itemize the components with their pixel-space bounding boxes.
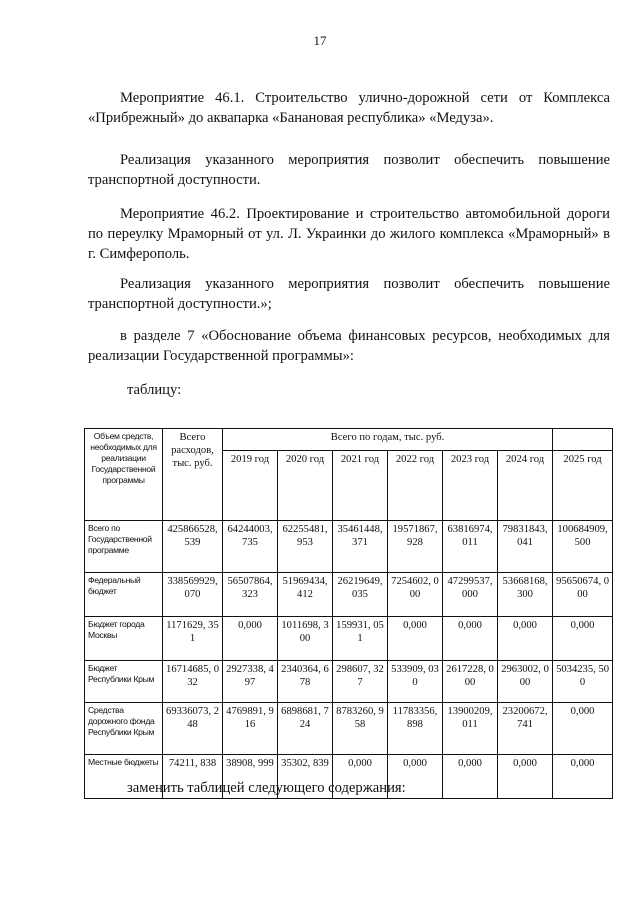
paragraph-implementation-2: Реализация указанного мероприятия позволит обеспечить повышение транспортной доступности.»; (88, 276, 610, 312)
cell-value: 79831843, 041 (498, 521, 553, 573)
cell-value: 62255481, 953 (278, 521, 333, 573)
financing-table (84, 428, 613, 799)
row-label: Федеральный бюджет (85, 573, 163, 617)
header-empty-cell (553, 429, 613, 451)
cell-value: 2340364, 678 (278, 661, 333, 703)
cell-value: 0,000 (553, 703, 613, 755)
cell-value: 100684909, 500 (553, 521, 613, 573)
cell-value: 51969434, 412 (278, 573, 333, 617)
header-year-2023: 2023 год (443, 451, 498, 521)
header-funding-volume: Объем средств, необходимых для реализации Государственной программы (85, 429, 163, 521)
cell-value: 338569929, 070 (163, 573, 223, 617)
closing-line: заменить таблицей следующего содержания: (127, 780, 406, 796)
cell-value: 2927338, 497 (223, 661, 278, 703)
cell-value: 0,000 (553, 617, 613, 661)
cell-value: 63816974, 011 (443, 521, 498, 573)
cell-value: 6898681, 724 (278, 703, 333, 755)
cell-value: 298607, 327 (333, 661, 388, 703)
header-year-2024: 2024 год (498, 451, 553, 521)
cell-value: 7254602, 000 (388, 573, 443, 617)
cell-value: 16714685, 032 (163, 661, 223, 703)
page-number: 17 (313, 33, 327, 48)
cell-value: 0,000 (443, 755, 498, 799)
cell-value: 4769891, 916 (223, 703, 278, 755)
cell-value: 19571867, 928 (388, 521, 443, 573)
row-label: Бюджет города Москвы (85, 617, 163, 661)
cell-value: 47299537, 000 (443, 573, 498, 617)
cell-value: 159931, 051 (333, 617, 388, 661)
cell-value: 56507864, 323 (223, 573, 278, 617)
header-year-2021: 2021 год (333, 451, 388, 521)
cell-value: 0,000 (388, 755, 443, 799)
table-row (85, 573, 613, 617)
cell-value: 0,000 (223, 617, 278, 661)
paragraph-section-7: в разделе 7 «Обоснование объема финансовых ресурсов, необходимых для реализации Государственной программы»: (88, 328, 610, 364)
cell-value: 74211, 838 (163, 755, 223, 799)
cell-value: 533909, 030 (388, 661, 443, 703)
row-label: Средства дорожного фонда Республики Крым (85, 703, 163, 755)
table-row (85, 703, 613, 755)
table-row (85, 521, 613, 573)
cell-value: 0,000 (553, 755, 613, 799)
cell-value: 2617228, 000 (443, 661, 498, 703)
cell-value: 64244003, 735 (223, 521, 278, 573)
cell-value: 0,000 (333, 755, 388, 799)
row-label: Местные бюджеты (85, 755, 163, 799)
cell-value: 2963002, 000 (498, 661, 553, 703)
cell-value: 0,000 (498, 617, 553, 661)
paragraph-measure-46-2: Мероприятие 46.2. Проектирование и строительство автомобильной дороги по переулку Мраморный от ул. Л. Украинки до жилого комплекса «Мраморный» в г. Симферополь. (88, 206, 610, 262)
cell-value: 8783260, 958 (333, 703, 388, 755)
header-by-years: Всего по годам, тыс. руб. (223, 429, 553, 451)
cell-value: 1011698, 300 (278, 617, 333, 661)
header-year-2025: 2025 год (553, 451, 613, 521)
paragraph-measure-46-1: Мероприятие 46.1. Строительство улично-дорожной сети от Комплекса «Прибрежный» до аквапарка «Банановая республика» «Медуза». (88, 90, 610, 126)
cell-value: 0,000 (443, 617, 498, 661)
header-total-expenses: Всего расходов, тыс. руб. (163, 429, 223, 521)
cell-value: 0,000 (388, 617, 443, 661)
cell-value: 26219649, 035 (333, 573, 388, 617)
cell-value: 11783356, 898 (388, 703, 443, 755)
cell-value: 35302, 839 (278, 755, 333, 799)
cell-value: 23200672, 741 (498, 703, 553, 755)
cell-value: 35461448, 371 (333, 521, 388, 573)
cell-value: 95650674, 000 (553, 573, 613, 617)
table-intro: таблицу: (127, 382, 182, 398)
paragraph-implementation-1: Реализация указанного мероприятия позволит обеспечить повышение транспортной доступности. (88, 152, 610, 188)
header-year-2019: 2019 год (223, 451, 278, 521)
header-year-2022: 2022 год (388, 451, 443, 521)
row-label: Бюджет Республики Крым (85, 661, 163, 703)
row-label: Всего по Государственной программе (85, 521, 163, 573)
cell-value: 5034235, 500 (553, 661, 613, 703)
cell-value: 1171629, 351 (163, 617, 223, 661)
cell-value: 425866528, 539 (163, 521, 223, 573)
table-row (85, 617, 613, 661)
cell-value: 53668168, 300 (498, 573, 553, 617)
cell-value: 13900209, 011 (443, 703, 498, 755)
cell-value: 69336073, 248 (163, 703, 223, 755)
header-year-2020: 2020 год (278, 451, 333, 521)
table-row (85, 661, 613, 703)
cell-value: 38908, 999 (223, 755, 278, 799)
cell-value: 0,000 (498, 755, 553, 799)
